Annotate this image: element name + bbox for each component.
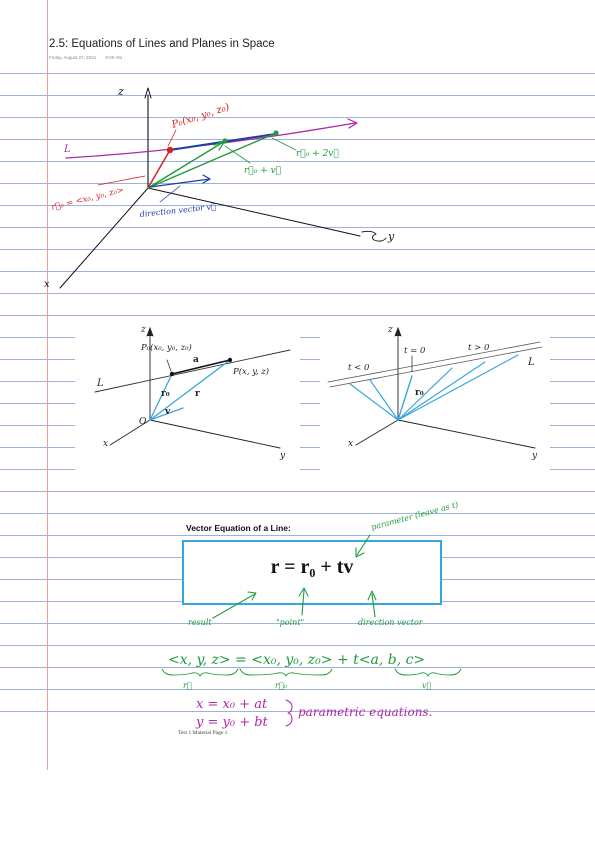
figL-z: z (141, 325, 146, 335)
sketch-z-label: z (118, 85, 124, 98)
figL-O: O (139, 417, 147, 427)
figR-tpos: t > 0 (468, 343, 490, 353)
under-r: r⃗ (183, 681, 192, 690)
under-v: v⃗ (422, 681, 432, 690)
sketch-r0v-label: r⃗₀ + v⃗ (244, 166, 282, 176)
figR-y: y (532, 451, 538, 461)
sketch-direction-label: direction vector v⃗ (139, 202, 217, 219)
param-y: y = y₀ + bt (196, 715, 268, 730)
sketch-x-label: x (44, 279, 50, 290)
figR-t0: t = 0 (404, 346, 426, 356)
component-equation: <x, y, z> = <x₀, y₀, z₀> + t<a, b, c> (168, 652, 426, 668)
note-direction: direction vector (358, 618, 423, 627)
figL-a: a (193, 355, 199, 365)
param-label: parametric equations. (298, 705, 433, 719)
note-parameter: parameter (leave as t) (370, 499, 460, 532)
sketch-L-label: L (64, 144, 71, 155)
figL-r: r (195, 389, 200, 399)
date-text: Friday, August 27, 2021 (49, 55, 97, 60)
figL-p: P(x, y, z) (233, 367, 270, 377)
figL-y: y (280, 451, 286, 461)
figR-x: x (348, 439, 354, 449)
under-r0: r⃗₀ (275, 681, 287, 690)
vector-equation-heading: Vector Equation of a Line: (186, 523, 291, 533)
vector-equation: r = r₀ + tv (270, 556, 354, 578)
figL-p0: P₀(x₀, y₀, z₀) (141, 343, 192, 353)
note-point: "point" (276, 618, 305, 627)
sketch-r0-label: r⃗₀ = <x₀, y₀, z₀> (50, 185, 125, 213)
figR-z: z (388, 325, 393, 335)
figR-L: L (528, 357, 535, 368)
time-text: 9:00 AM (105, 55, 122, 60)
figL-v: v (165, 407, 171, 417)
figL-x: x (103, 439, 109, 449)
sketch-p0-label: P₀(x₀, y₀, z₀) (170, 101, 231, 131)
page-title: 2.5: Equations of Lines and Planes in Space (49, 38, 275, 50)
figR-tneg: t < 0 (348, 363, 370, 373)
figL-L: L (97, 378, 104, 389)
figR-r0: r₀ (415, 388, 424, 398)
sketch-r02v-label: r⃗₀ + 2v⃗ (296, 149, 339, 159)
note-result: result (188, 618, 212, 627)
figL-r0: r₀ (161, 389, 170, 399)
page-footer: Test 1 Material Page 1 (178, 730, 228, 736)
param-x: x = x₀ + at (196, 697, 268, 712)
sketch-y-label: y (388, 230, 395, 243)
